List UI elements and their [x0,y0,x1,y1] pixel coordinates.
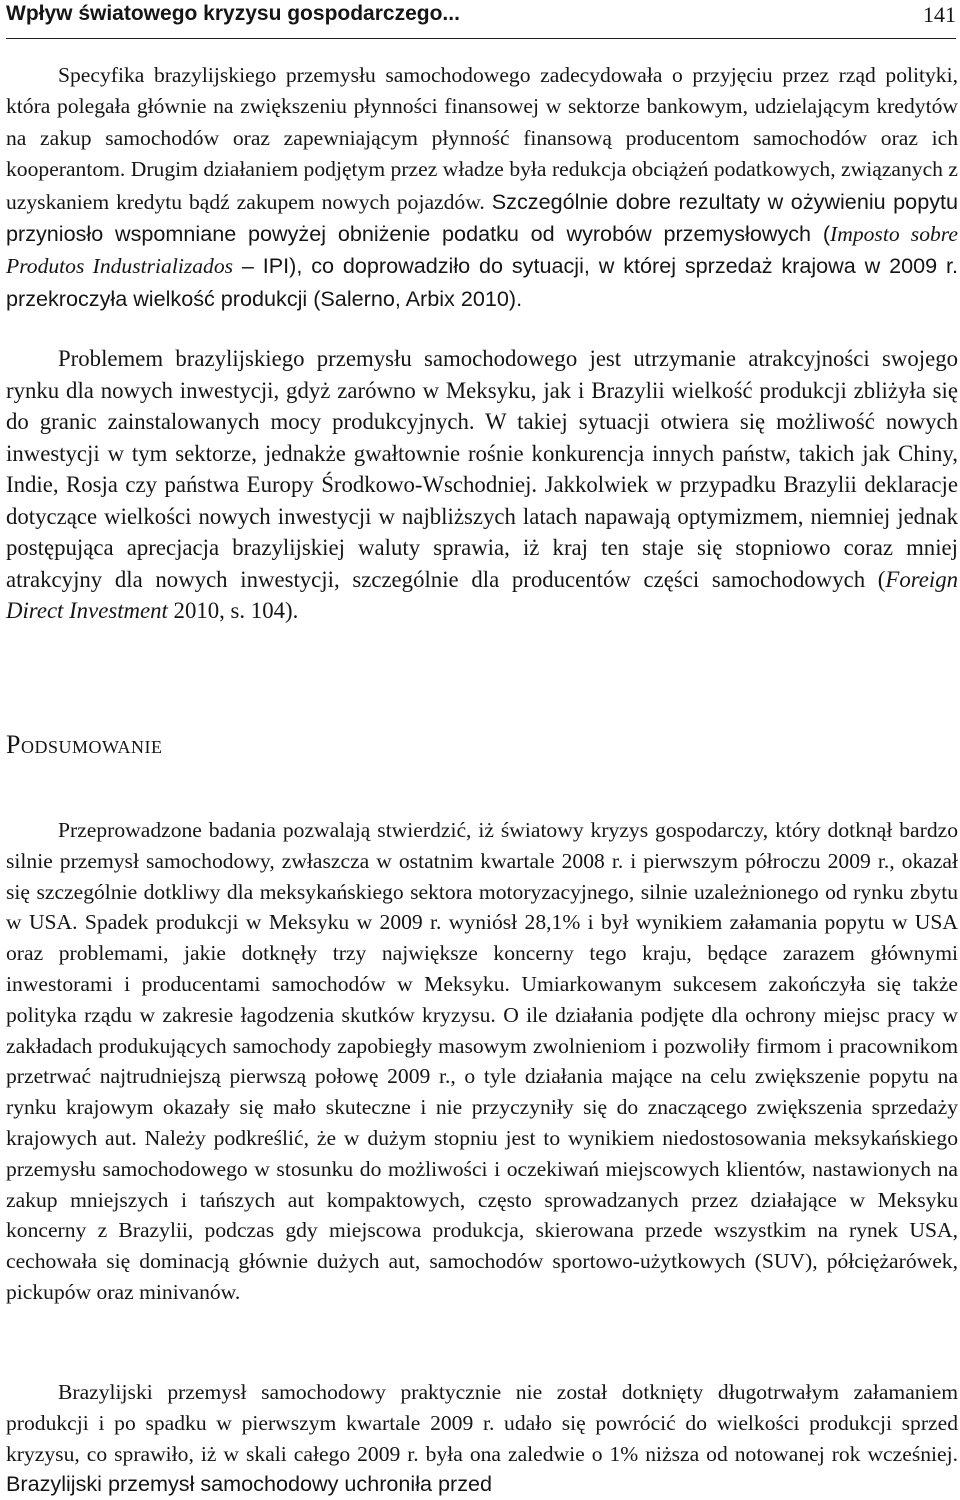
paragraph-brazil-policy [6,60,958,315]
page-number: 141 [923,2,956,27]
paragraph-text: 2010, s. 104). [167,598,299,623]
italic-source: Foreign Direct Investment [6,566,958,623]
paragraph-text: Specyfika brazylijskiego przemysłu samochodowego zadecydowała o przyjęciu przez rząd polityki, która polegała głównie na zwiększeniu płynności finansowej w sektorze bankowym, udzielającym kredytów na zakup samochodów oraz zapewniającym płynność finansową producentom samochodów oraz ich kooperantom. Drugim działaniem podjętym przez władze była redukcja obciążeń podatkowych, związanych z uzyskaniem kredytu bądź zakupem nowych pojazdów. [6,63,958,214]
paragraph-text: – IPI), co doprowadziło do sytuacji, w której sprzedaż krajowa w 2009 r. przekroczyła wielkość produkcji (Salerno, Arbix 2010). [6,253,958,311]
running-header [6,0,956,39]
paragraph-text: Szczególnie dobre rezultaty w ożywieniu popytu przyniosło wspomniane powyżej obniżenie podatku od wyrobów przemysłowych ( [6,188,959,247]
paragraph-investment-problem [6,343,958,627]
paragraph-summary-brazil [6,1377,958,1500]
paragraph-text: Problemem brazylijskiego przemysłu samochodowego jest utrzymanie atrakcyjności swojego rynku dla nowych inwestycji, gdyż zarówno w Meksyku, jak i Brazylii wielkość produkcji zbliżyła się do granic zainstalowanych mocy produkcyjnych. W takiej sytuacji otwiera się możliwość nowych inwestycji w tym sektorze, jednakże gwałtownie rośnie konkurencja innych państw, takich jak Chiny, Indie, Rosja czy państwa Europy Środkowo-Wschodniej. Jakkolwiek w przypadku Brazylii deklaracje dotyczące wielkości nowych inwestycji w najbliższych latach napawają optymizmem, niemniej jednak postępująca aprecjacja brazylijskiej waluty sprawia, iż kraj ten staje się stopniowo coraz mniej atrakcyjny dla nowych inwestycji, szczególnie dla producentów części samochodowych ( [6,346,958,592]
paragraph-text: Przeprowadzone badania pozwalają stwierdzić, iż światowy kryzys gospodarczy, który dotknął bardzo silnie przemysł samochodowy, zwłaszcza w ostatnim kwartale 2008 r. i pierwszym półroczu 2009 r., okazał się szczególnie dotkliwy dla meksykańskiego sektora motoryzacyjnego, silnie uzależnionego od rynku zbytu w USA. Spadek produkcji w Meksyku w 2009 r. wyniósł 28,1% i był wynikiem załamania popytu w USA oraz problemami, jakie dotknęły trzy największe koncerny tego kraju, będące zarazem głównymi inwestorami i producentami samochodów w Meksyku. Umiarkowanym sukcesem zakończyła się także polityka rządu w zakresie łagodzenia skutków kryzysu. O ile działania podjęte dla ochrony miejsc pracy w zakładach produkujących samochody zapobiegły masowym zwolnieniom i pozwoliły firmom i pracownikom przetrwać najtrudniejszą pierwszą połowę 2009 r., o tyle działania mające na celu zwiększenie popytu na rynku krajowym okazały się mało skuteczne i nie przyczyniły się do znaczącego zwiększenia sprzedaży krajowych aut. Należy podkreślić, że w dużym stopniu jest to wynikiem niedostosowania meksykańskiego przemysłu samochodowego w stosunku do możliwości i oczekiwań miejscowych klientów, nastawionych na zakup mniejszych i tańszych aut kompaktowych, często sprowadzanych przez działające w Meksyku koncerny z Brazylii, podczas gdy miejscowa produkcja, skierowana przede wszystkim na rynek USA, cechowała się dominacją głównie dużych aut, samochodów sportowo-użytkowych (SUV), półciężarówek, pickupów oraz minivanów. [6,818,958,1304]
section-heading: Podsumowanie [6,730,163,759]
paragraph-text: Brazylijski przemysł samochodowy uchroniła przed [6,1471,493,1497]
italic-term: Imposto sobre Produtos Industrializados [6,222,958,279]
paragraph-summary-mexico [6,815,958,1308]
running-title: Wpływ światowego kryzysu gospodarczego... [6,2,460,25]
paragraph-text: Brazylijski przemysł samochodowy praktycznie nie został dotknięty długotrwałym załamaniem produkcji i po spadku w pierwszym kwartale 2009 r. udało się powrócić do wielkości produkcji sprzed kryzysu, co sprawiło, iż w skali całego 2009 r. była ona zaledwie o 1% niższa od notowanej rok wcześniej. [6,1380,958,1466]
